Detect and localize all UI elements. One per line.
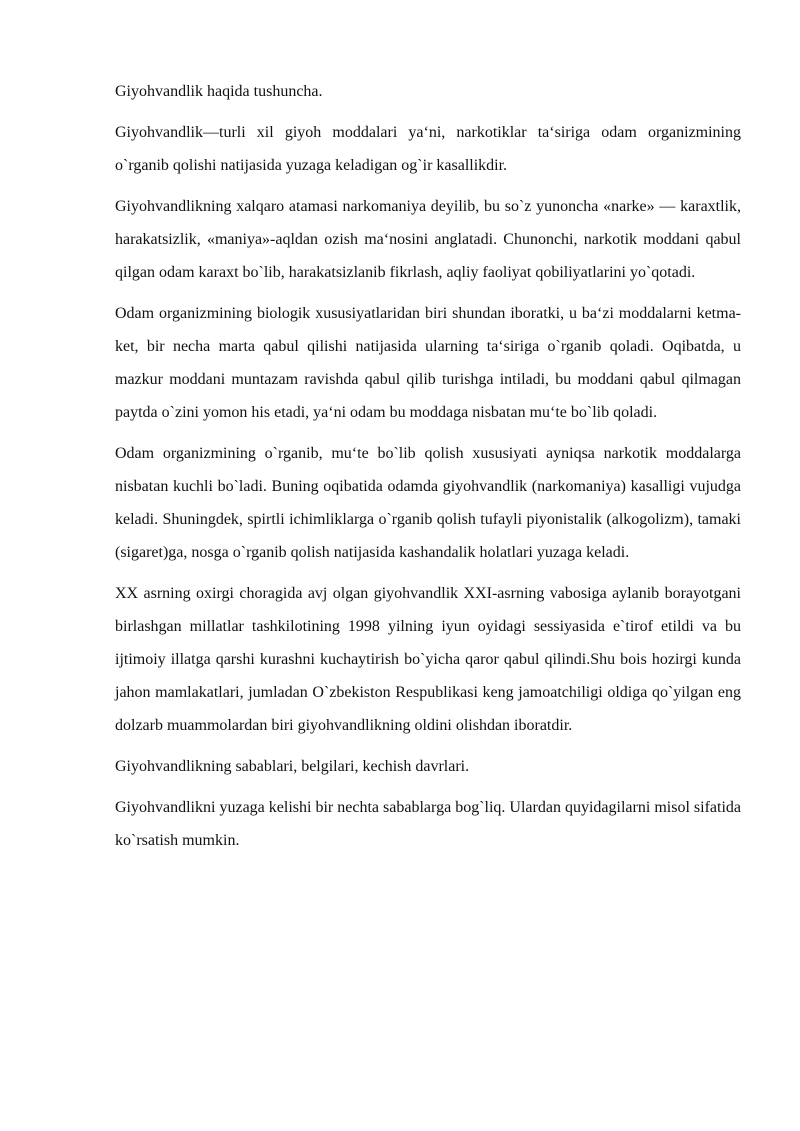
section-heading-concept: Giyohvandlik haqida tushuncha. [115, 83, 323, 100]
paragraph-etymology: Giyohvandlikning xalqaro atamasi narkomaniya deyilib, bu so`z yunoncha «narke» — karaxtlik, harakatsizlik, «maniya»-aqldan ozish ma‘nosini anglatadi. Chunonchi, narkotik moddani qabul qilgan odam karaxt bo`lib, harakatsizlanib fikrlash, aqliy faoliyat qobiliyatlarini yo`qotadi. [115, 198, 741, 281]
document-body [115, 75, 741, 865]
paragraph-causes-intro: Giyohvandlikni yuzaga kelishi bir nechta sabablarga bog`liq. Ulardan quyidagilarni misol sifatida ko`rsatish mumkin. [115, 799, 741, 849]
section-heading-causes: Giyohvandlikning sabablari, belgilari, kechish davrlari. [115, 758, 470, 775]
paragraph-addiction: Odam organizmining o`rganib, mu‘te bo`lib qolish xususiyati ayniqsa narkotik moddalarga nisbatan kuchli bo`ladi. Buning oqibatida odamda giyohvandlik (narkomaniya) kasalligi vujudga keladi. Shuningdek, spirtli ichimliklarga o`rganib qolish tufayli piyonistalik (alkogolizm), tamaki (sigaret)ga, nosga o`rganib qolish natijasida kashandalik holatlari yuzaga keladi. [115, 445, 741, 561]
paragraph-definition: Giyohvandlik—turli xil giyoh moddalari ya‘ni, narkotiklar ta‘siriga odam organizmining o`rganib qolishi natijasida yuzaga keladigan og`ir kasallikdir. [115, 124, 741, 174]
paragraph-biology: Odam organizmining biologik xususiyatlaridan biri shundan iboratki, u ba‘zi moddalarni ketma-ket, bir necha marta qabul qilishi natijasida ularning ta‘siriga o`rganib qoladi. Oqibatda, u mazkur moddani muntazam ravishda qabul qilib turishga intiladi, bu moddani qabul qilmagan paytda o`zini yomon his etadi, ya‘ni odam bu moddaga nisbatan mu‘te bo`lib qoladi. [115, 305, 741, 421]
paragraph-history: XX asrning oxirgi choragida avj olgan giyohvandlik XXI-asrning vabosiga aylanib borayotgani birlashgan millatlar tashkilotining 1998 yilning iyun oyidagi sessiyasida e`tirof etildi va bu ijtimoiy illatga qarshi kurashni kuchaytirish bo`yicha qaror qabul qilindi.Shu bois hozirgi kunda jahon mamlakatlari, jumladan O`zbekiston Respublikasi keng jamoatchiligi oldiga qo`yilgan eng dolzarb muammolardan biri giyohvandlikning oldini olishdan iboratdir. [115, 585, 741, 734]
